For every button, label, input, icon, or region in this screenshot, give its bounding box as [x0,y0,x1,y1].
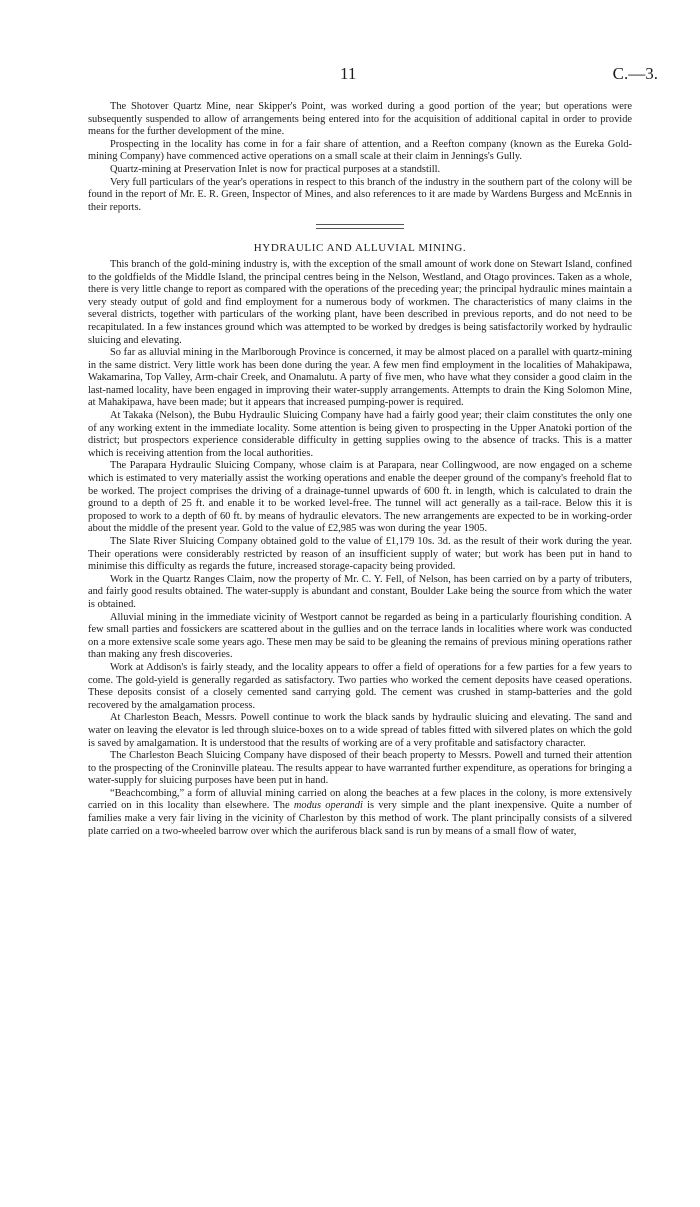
page-header [0,64,700,88]
paragraph-beachcombing [88,788,632,838]
body-text [88,101,632,838]
paragraph-quartz-ranges: Work in the Quartz Ranges Claim, now the property of Mr. C. Y. Fell, of Nelson, has been carried on by a party of tributers, and fairly good results obtained. The water-supply is abundant and constant, Boulder Lake being the source from which the water is obtained. [88,573,632,610]
paragraph-southern-particulars: Very full particulars of the year's operations in respect to this branch of the industry in the southern part of the colony will be found in the report of Mr. E. R. Green, Inspector of Mines, and also references to it are made by Wardens Burgess and McEnnis in their reports. [88,176,632,213]
paragraph-prospecting: Prospecting in the locality has come in for a fair share of attention, and a Reefton company (known as the Eureka Gold-mining Company) have commenced active operations on a small scale at their claim in Jennings's Gully. [88,138,632,163]
paragraph-westport: Alluvial mining in the immediate vicinity of Westport cannot be regarded as being in a particularly flourishing condition. A few small parties and fossickers are scattered about in the gullies and on the terrace lands in localities where work was conducted on a more extensive scale some years ago. These men may be said to be gleaning the remains of previous mining operations rather than making any fresh discoveries. [88,611,632,661]
paragraph-addisons: Work at Addison's is fairly steady, and the locality appears to offer a field of operations for a few parties for a few years to come. The gold-yield is generally regarded as satisfactory. Two parties who worked the cement deposits have ceased operations. These deposits consist of a closely cemented sand carrying gold. The cement was crushed in stamp-batteries and the gold recovered by the amalgamation process. [88,661,632,711]
section-heading: HYDRAULIC AND ALLUVIAL MINING. [253,242,467,255]
beachcombing-text-start: “Beachcombing,” a form of alluvial mining carried on along the beaches at a few places in the colony, is more extensively carried on in this locality than elsewhere. The [88,787,632,812]
section-divider [316,224,404,229]
paragraph-shotover: The Shotover Quartz Mine, near Skipper's Point, was worked during a good portion of the year; but operations were subsequently suspended to allow of arrangements being entered into for the acquisition of additional capital in order to provide means for the further development of the mine. [88,101,632,138]
paragraph-takaka: At Takaka (Nelson), the Bubu Hydraulic Sluicing Company have had a fairly good year; their claim constitutes the only one of any working extent in the immediate locality. Some attention is being given to prospecting in the Upper Anatoki portion of the district; but prospectors experience considerable difficulty in getting supplies owing to the absence of tracks. This is a matter which is receiving attention from the local authorities. [88,410,632,459]
document-code: C.—3. [612,64,658,83]
beachcombing-italic-term: modus operandi [293,800,363,812]
page-number: 11 [340,64,357,83]
paragraph-charleston-sluicing: The Charleston Beach Sluicing Company have disposed of their beach property to Messrs. Powell and turned their attention to the prospecting of the Croninville plateau. The results appear to have warranted further expenditure, as operations for bringing a water-supply for sluicing purposes have been put in hand. [88,750,632,787]
paragraph-branch-overview: This branch of the gold-mining industry is, with the exception of the small amount of work done on Stewart Island, confined to the goldfields of the Middle Island, the principal centres being in the Nelson, Westland, and Otago provinces. Taken as a whole, there is very little change to report as compared with the operations of the preceding year; the principal hydraulic mines maintain a very steady output of gold and find employment for a numerous body of workmen. The characteristics of many claims in the several districts, together with particulars of the working plant, have been described in previous reports, and do not need to be recapitulated. In a few instances ground which was attempted to be worked by dredges is being satisfactorily worked by hydraulic sluicing and elevating. [88,258,632,346]
paragraph-charleston-beach: At Charleston Beach, Messrs. Powell continue to work the black sands by hydraulic sluicing and elevating. The sand and water on leaving the elevator is led through sluice-boxes on to a wide spread of tables fitted with silvered plates on which the gold is saved by amalgamation. It is understood that the results of working are of a very profitable and satisfactory character. [88,712,632,749]
beachcombing-text-end: is very simple and the plant inexpensive. Quite a number of families make a very fair living in the vicinity of Charleston by this method of work. The plant principally consists of a silvered plate carried on a two-wheeled barrow over which the auriferous black sand is run by means of a small flow of water, [88,800,633,837]
paragraph-slate-river: The Slate River Sluicing Company obtained gold to the value of £1,179 10s. 3d. as the result of their work during the year. Their operations were considerably restricted by reason of an insufficient supply of water; but work has been put in hand to minimise this difficulty as regards the future, increased storage-capacity being provided. [88,536,632,573]
paragraph-parapara: The Parapara Hydraulic Sluicing Company, whose claim is at Parapara, near Collingwood, are now engaged on a scheme which is estimated to very materially assist the working operations and enable the deeper ground of the company's freehold flat to be worked. The project comprises the driving of a drainage-tunnel upwards of 600 ft. in length, which is calculated to drain the ground to a depth of 25 ft. and enable it to be worked level-free. The tunnel will act generally as a tail-race. Below this it is proposed to work to a depth of 60 ft. by means of hydraulic elevators. The new arrangements are expected to be in working-order about the middle of the present year. Gold to the value of £2,985 was won during the year 1905. [88,460,632,535]
paragraph-marlborough: So far as alluvial mining in the Marlborough Province is concerned, it may be almost placed on a parallel with quartz-mining in the same district. Very little work has been done during the year. A few men find employment in the localities of Mahakipawa, Wakamarina, Top Valley, Arm-chair Creek, and Onamalutu. A party of five men, who have what they consider a good claim in the last-named locality, have been engaged in improving their water-supply arrangements. Attempts to drain the King Solomon Mine, at Mahakipawa, have been made; but it appears that increased pumping-power is required. [88,347,632,409]
paragraph-preservation-inlet: Quartz-mining at Preservation Inlet is now for practical purposes at a standstill. [110,163,441,175]
